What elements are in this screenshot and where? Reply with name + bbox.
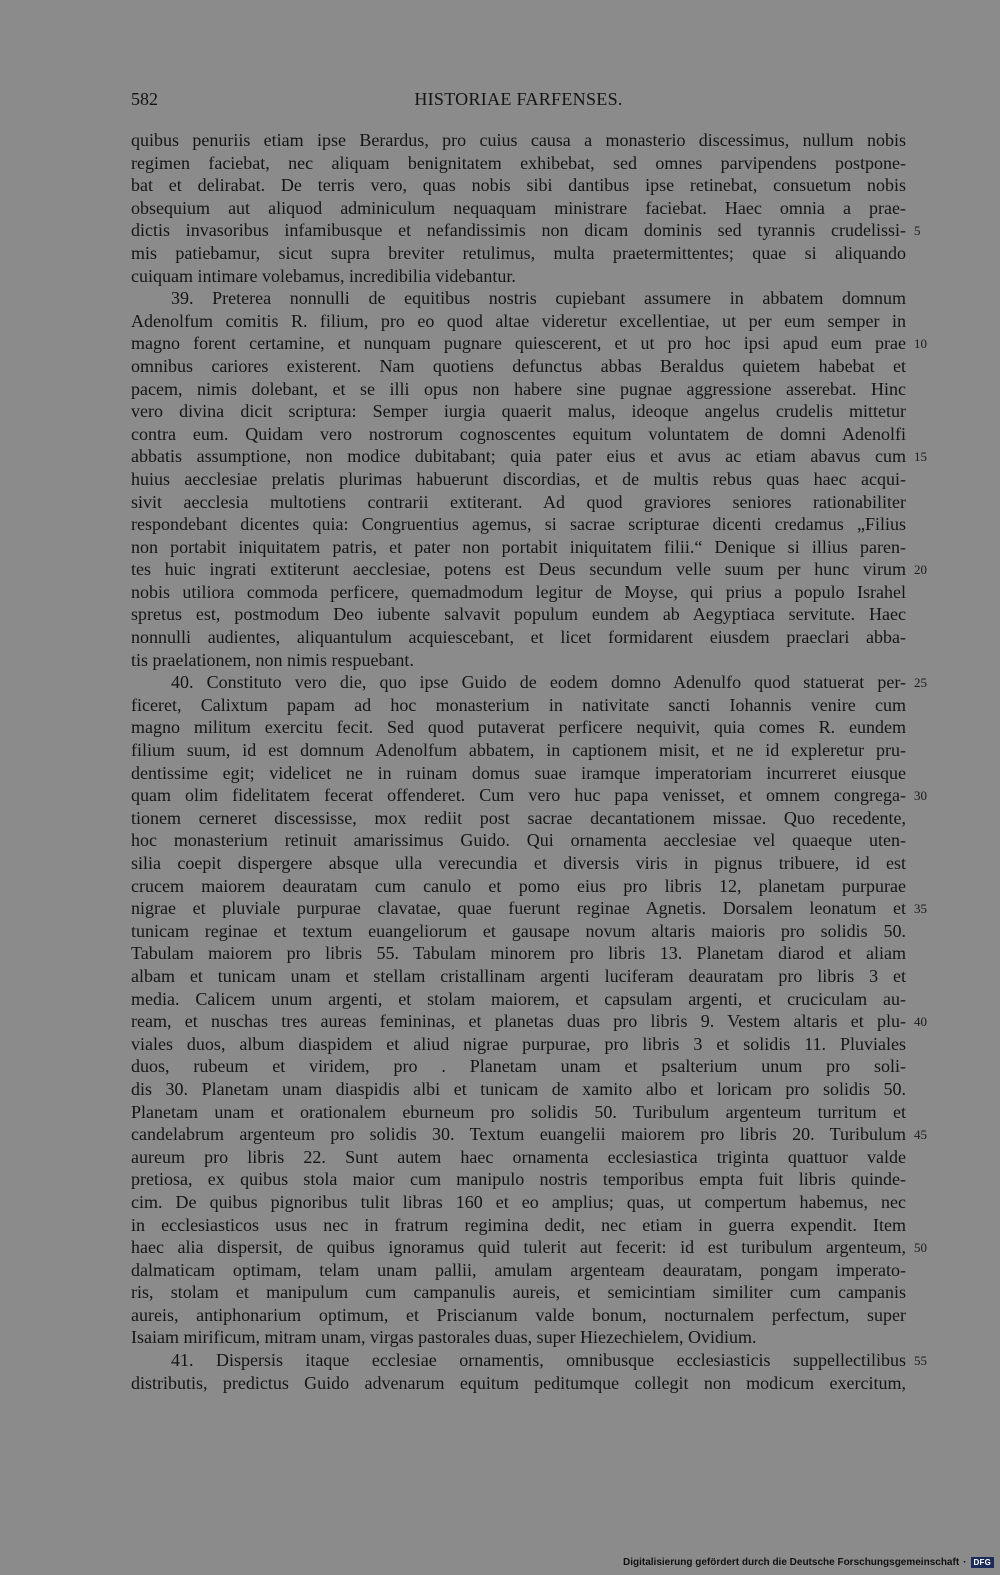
line-number: 10 bbox=[914, 336, 927, 352]
line-number: 20 bbox=[914, 562, 927, 578]
text-line bbox=[131, 332, 927, 355]
text-line-content: candelabrum argenteum pro solidis 30. Textum euangelii maiorem pro libris 20. Turibulum bbox=[131, 1124, 906, 1145]
text-line bbox=[131, 1078, 906, 1101]
text-line-content: viales duos, album diaspidem et aliud nigrae purpurae, pro libris 3 et solidis 11. Pluviales bbox=[131, 1033, 906, 1054]
text-line-content: tes huic ingrati extiterunt aecclesiae, potens est Deus secundum velle suum per hunc virum bbox=[131, 559, 906, 580]
text-line-content: 39. Preterea nonnulli de equitibus nostris cupiebant assumere in abbatem domnum bbox=[171, 288, 906, 309]
text-line bbox=[131, 1236, 927, 1259]
text-line bbox=[131, 875, 906, 898]
text-line bbox=[131, 965, 906, 988]
running-title: HISTORIAE FARFENSES. bbox=[414, 89, 623, 109]
text-line bbox=[131, 1146, 906, 1169]
text-line bbox=[131, 400, 906, 423]
text-line-content: ficeret, Calixtum papam ad hoc monasterium in nativitate sancti Iohannis venire cum bbox=[131, 694, 906, 715]
text-line-content: omnibus cariores existerent. Nam quotiens defunctus abbas Beraldus quietem habebat et bbox=[131, 355, 906, 376]
text-line bbox=[131, 1304, 906, 1327]
text-line bbox=[131, 762, 906, 785]
text-line-content: abbatis assumptione, non modice dubitabant; quia pater eius et avus ac etiam abavus cum bbox=[131, 446, 906, 467]
text-line bbox=[131, 694, 906, 717]
text-line bbox=[131, 1123, 927, 1146]
text-line bbox=[131, 988, 906, 1011]
line-number: 55 bbox=[914, 1353, 927, 1369]
text-line-content: quibus penuriis etiam ipse Berardus, pro cuius causa a monasterio discessimus, nullum nobis bbox=[131, 130, 906, 150]
text-line-content: sivit aecclesia multotiens contrarii extiterant. Ad quod graviores seniores rationabiliter bbox=[131, 491, 906, 512]
separator-dot: · bbox=[963, 1557, 967, 1568]
line-number: 35 bbox=[914, 901, 927, 917]
text-line-content: aureis, antiphonarium optimum, et Priscianum valde bonum, nocturnalem perfectum, super bbox=[131, 1304, 906, 1325]
text-line bbox=[131, 558, 927, 581]
text-line bbox=[131, 626, 906, 649]
text-line bbox=[131, 536, 906, 559]
text-line-content: nobis utiliora commoda perficere, quemadmodum legitur de Moyse, qui prius a populo Israhel bbox=[131, 581, 906, 602]
text-line bbox=[131, 807, 906, 830]
text-line-content: Planetam unam et orationalem eburneum pro solidis 50. Turibulum argenteum turritum et bbox=[131, 1101, 906, 1122]
text-line bbox=[131, 1010, 927, 1033]
line-number: 50 bbox=[914, 1240, 927, 1256]
text-line bbox=[131, 716, 906, 739]
text-line-content: pretiosa, ex quibus stola maior cum manipulo nostris temporibus empta fuit libris quinde- bbox=[131, 1169, 906, 1190]
text-line-content: mis patiebamur, sicut supra breviter retulimus, multa praetermittentes; quae si aliquando bbox=[131, 242, 906, 263]
text-line bbox=[131, 174, 906, 197]
text-line bbox=[131, 603, 906, 626]
text-line-content: huius aecclesiae prelatis plurimas habuerunt discordias, et de multis rebus quas haec acqui- bbox=[131, 468, 906, 489]
text-line-content: bat et delirabat. De terris vero, quas nobis sibi dantibus ipse retinebat, consuetum nobis bbox=[131, 175, 906, 196]
text-line bbox=[131, 1372, 906, 1395]
text-line bbox=[131, 942, 906, 965]
line-number: 30 bbox=[914, 788, 927, 804]
text-line bbox=[131, 219, 921, 242]
text-line bbox=[131, 920, 906, 943]
line-number: 45 bbox=[914, 1127, 927, 1143]
text-line-content: albam et tunicam unam et stellam cristallinam argenti luciferam deauratam pro libris 3 et bbox=[131, 965, 906, 986]
text-line bbox=[131, 468, 906, 491]
text-line bbox=[131, 784, 927, 807]
text-line bbox=[131, 829, 906, 852]
text-line-content: dis 30. Planetam unam diaspidis albi et tunicam de xamito albo et loricam pro solidis 50. bbox=[131, 1078, 906, 1099]
text-line bbox=[131, 513, 906, 536]
text-line-content: tunicam reginae et textum euangeliorum et gausape novum altaris maioris pro solidis 50. bbox=[131, 920, 906, 941]
text-line-content: spretus est, postmodum Deo iubente salvavit populum eundem ab Aegyptiaca servitute. Haec bbox=[131, 604, 906, 625]
text-line-content: obsequium aut aliquod adminiculum nequaquam ministrare faciebat. Haec omnia a prae- bbox=[131, 197, 906, 218]
text-line-content: 41. Dispersis itaque ecclesiae ornamentis, omnibusque ecclesiasticis suppellectilibus bbox=[171, 1350, 906, 1371]
text-line-content: silia coepit dispergere absque ulla verecundia et diversis viris in pignus tribuere, id est bbox=[131, 853, 906, 873]
text-line bbox=[131, 897, 927, 920]
text-line bbox=[131, 287, 906, 310]
line-number: 40 bbox=[914, 1014, 927, 1030]
text-line bbox=[131, 445, 927, 468]
text-line-content: in ecclesiasticos usus nec in fratrum regimina dedit, nec etiam in guerra expendit. Item bbox=[131, 1214, 906, 1235]
body-text bbox=[131, 129, 927, 1394]
text-line-content: Adenolfum comitis R. filium, pro eo quod altae videretur excellentiae, ut per eum semper in bbox=[131, 310, 906, 331]
text-line-content: Isaiam mirificum, mitram unam, virgas pastorales duas, super Hiezechielem, Ovidium. bbox=[131, 1327, 757, 1348]
page-header bbox=[131, 89, 906, 113]
text-line-content: duos, rubeum et viridem, pro . Planetam unam et psalterium unum pro soli- bbox=[131, 1056, 906, 1077]
text-line-content: vero divina dicit scriptura: Semper iurgia quaerit malus, ideoque angelus crudelis mittetur bbox=[131, 401, 906, 422]
page-number: 582 bbox=[131, 89, 158, 109]
text-line bbox=[131, 1033, 906, 1056]
text-line-content: dalmaticam optimam, telam unam pallii, amulam argenteam deauratam, pongam imperato- bbox=[131, 1259, 906, 1280]
text-line bbox=[131, 1214, 906, 1237]
text-line-content: filium suum, id est domnum Adenolfum abbatem, in captionem misit, et ne id expleretur pru- bbox=[131, 740, 906, 761]
text-line bbox=[131, 581, 906, 604]
text-line bbox=[131, 1055, 906, 1078]
text-line bbox=[131, 265, 906, 288]
text-line-content: 40. Constituto vero die, quo ipse Guido de eodem domno Adenulfo quod statuerat per- bbox=[171, 672, 906, 693]
text-line-content: Tabulam maiorem pro libris 55. Tabulam minorem pro libris 13. Planetam diarod et aliam bbox=[131, 943, 906, 964]
text-line bbox=[131, 671, 927, 694]
text-line bbox=[131, 1326, 906, 1349]
text-line-content: dictis invasoribus infamibusque et nefandissimis non dicam dominis sed tyrannis crudelissi- bbox=[131, 220, 906, 241]
text-line-content: nigrae et pluviale purpurae clavatae, quae fuerunt reginae Agnetis. Dorsalem leonatum et bbox=[131, 898, 906, 919]
text-line bbox=[131, 1168, 906, 1191]
text-line-content: nonnulli audientes, aliquantulum acquiescebant, et licet formidarent eiusdem praeclari abba- bbox=[131, 627, 906, 648]
text-line bbox=[131, 852, 906, 875]
text-line-content: hoc monasterium retinuit amarissimus Guido. Qui ornamenta aecclesiae vel quaeque uten- bbox=[131, 830, 906, 851]
text-line bbox=[131, 1349, 927, 1372]
text-line-content: pacem, nimis dolebant, et se illi opus non habere sine pugnae aggressione asserebat. Hinc bbox=[131, 378, 906, 399]
line-number: 5 bbox=[914, 223, 921, 239]
text-line bbox=[131, 197, 906, 220]
text-line-content: crucem maiorem deauratam cum canulo et pomo eius pro libris 12, planetam purpurae bbox=[131, 875, 906, 896]
text-line-content: distributis, predictus Guido advenarum equitum peditumque collegit non modicum exercitum, bbox=[131, 1372, 906, 1393]
text-line-content: ris, stolam et manipulum cum campanulis aureis, et semicintiam similiter cum campanis bbox=[131, 1282, 906, 1303]
text-line-content: non portabit iniquitatem patris, et pater non portabit iniquitatem filii.“ Denique si illius paren- bbox=[131, 536, 906, 557]
footer bbox=[623, 1556, 994, 1569]
text-line-content: contra eum. Quidam vero nostrorum cognoscentes equitum voluntatem de domni Adenolfi bbox=[131, 423, 906, 444]
text-line-content: regimen faciebat, nec aliquam benignitatem exhibebat, sed omnes parvipendens postpone- bbox=[131, 152, 906, 173]
text-line-content: ream, et nuschas tres aureas femininas, et planetas duas pro libris 9. Vestem altaris et plu- bbox=[131, 1011, 906, 1032]
line-number: 25 bbox=[914, 675, 927, 691]
text-line-content: magno forent certamine, et nunquam pugnare quiescerent, et ut pro hoc ipsi apud eum prae bbox=[131, 333, 906, 354]
text-line bbox=[131, 1191, 906, 1214]
text-line bbox=[131, 242, 906, 265]
text-line bbox=[131, 378, 906, 401]
line-number: 15 bbox=[914, 449, 927, 465]
text-line-content: dentissime egit; videlicet ne in ruinam domus suae iramque imperatoriam incurreret eiusque bbox=[131, 762, 906, 783]
text-line-content: tionem cerneret discessisse, mox rediit post sacrae decantationem missae. Quo recedente, bbox=[131, 807, 906, 828]
text-line-content: cim. De quibus pignoribus tulit libras 160 et eo amplius; quas, ut compertum habemus, nec bbox=[131, 1191, 906, 1212]
text-line bbox=[131, 739, 906, 762]
text-line-content: tis praelationem, non nimis respuebant. bbox=[131, 649, 414, 670]
text-line bbox=[131, 310, 906, 333]
text-line bbox=[131, 1259, 906, 1282]
text-line-content: respondebant dicentes quia: Congruentius agemus, si sacrae scripturae dicenti credamus „Filius bbox=[131, 514, 906, 535]
text-line bbox=[131, 649, 906, 672]
text-line-content: aureum pro libris 22. Sunt autem haec ornamenta ecclesiastica triginta quattuor valde bbox=[131, 1146, 906, 1167]
text-line bbox=[131, 423, 906, 446]
text-line bbox=[131, 1101, 906, 1124]
text-line-content: quam olim fidelitatem fecerat offenderet. Cum vero huc papa venisset, et omnem congrega- bbox=[131, 785, 906, 806]
text-line bbox=[131, 355, 906, 378]
dfg-logo: DFG bbox=[971, 1557, 995, 1568]
text-line bbox=[131, 152, 906, 175]
text-line-content: magno militum exercitu fecit. Sed quod putaverat perficere nequivit, quia comes R. eundem bbox=[131, 717, 906, 738]
text-line-content: media. Calicem unum argenti, et stolam maiorem, et capsulam argenti, et cruciculam au- bbox=[131, 988, 906, 1009]
text-line-content: haec alia dispersit, de quibus ignoramus quid tulerit aut fecerit: id est turibulum argenteum, bbox=[131, 1237, 906, 1258]
text-line bbox=[131, 1281, 906, 1304]
funding-note: Digitalisierung gefördert durch die Deutsche Forschungsgemeinschaft bbox=[622, 1557, 960, 1568]
text-line bbox=[131, 491, 906, 514]
text-line bbox=[131, 129, 906, 152]
text-line-content: cuiquam intimare volebamus, incredibilia videbantur. bbox=[131, 265, 516, 286]
